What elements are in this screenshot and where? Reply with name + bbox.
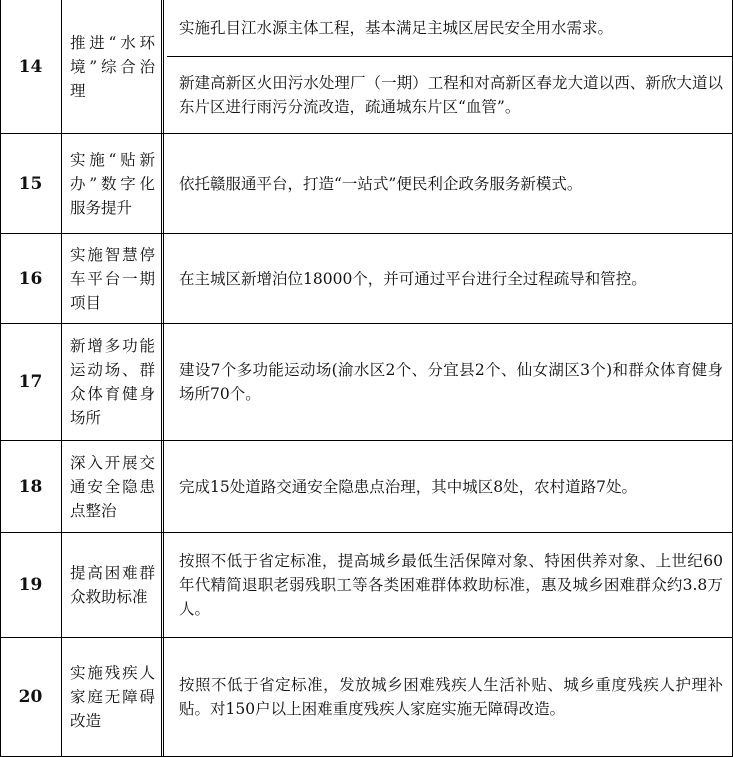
row-item-text: 实施残疾人家庭无障碍改造 xyxy=(70,664,155,730)
table-row-15 xyxy=(0,134,733,234)
row-content xyxy=(167,134,733,233)
row-number: 18 xyxy=(0,441,62,532)
row-content xyxy=(167,324,733,440)
row-content xyxy=(167,441,733,532)
row-item-text: 推进“水环境”综合治理 xyxy=(70,33,155,100)
row-number: 15 xyxy=(0,134,62,233)
row-item-text: 深入开展交通安全隐患点整治 xyxy=(70,453,155,520)
table-row-16 xyxy=(0,234,733,324)
row-content-text: 按照不低于省定标准，发放城乡困难残疾人生活补贴、城乡重度残疾人护理补贴。对150户以上困难重度残疾人家庭实施无障碍改造。 xyxy=(179,676,723,718)
row-content-text: 在主城区新增泊位18000个，并可通过平台进行全过程疏导和管控。 xyxy=(179,269,647,288)
row-item-text: 实施智慧停车平台一期项目 xyxy=(70,245,155,312)
row-item xyxy=(62,638,164,756)
row-item xyxy=(62,324,164,440)
row-content xyxy=(167,638,733,756)
row-content xyxy=(167,234,733,323)
row-content-part xyxy=(167,57,733,133)
row-number: 19 xyxy=(0,533,62,637)
row-content-text: 新建高新区火田污水处理厂（一期）工程和对高新区春龙大道以西、新欣大道以东片区进行雨污分流改造，疏通城东片区“血管”。 xyxy=(179,74,723,116)
table-row-17 xyxy=(0,324,733,441)
table-row-20 xyxy=(0,638,733,757)
row-content-text: 依托赣服通平台，打造“一站式”便民利企政务服务新模式。 xyxy=(179,174,583,193)
row-content-text: 完成15处道路交通安全隐患点治理，其中城区8处，农村道路7处。 xyxy=(179,477,637,496)
table-row-14 xyxy=(0,0,733,134)
row-item xyxy=(62,0,164,133)
row-item-text: 新增多功能运动场、群众体育健身场所 xyxy=(70,337,155,427)
row-content-part xyxy=(167,0,733,57)
row-content-text: 实施孔目江水源主体工程，基本满足主城区居民安全用水需求。 xyxy=(179,19,614,37)
row-content-text: 建设7个多功能运动场(渝水区2个、分宜县2个、仙女湖区3个)和群众体育健身场所70个。 xyxy=(179,361,723,403)
row-item xyxy=(62,441,164,532)
row-item xyxy=(62,134,164,233)
row-item-text: 提高困难群众救助标准 xyxy=(70,564,155,606)
row-number: 16 xyxy=(0,234,62,323)
row-content-text: 按照不低于省定标准，提高城乡最低生活保障对象、特困供养对象、上世纪60年代精简退职老弱残职工等各类困难群体救助标准，惠及城乡困难群众约3.8万人。 xyxy=(179,552,723,618)
table-row-19 xyxy=(0,533,733,638)
row-number: 14 xyxy=(0,0,62,133)
row-item xyxy=(62,533,164,637)
row-content xyxy=(167,0,733,133)
row-item-text: 实施“贴新办”数字化服务提升 xyxy=(70,150,155,217)
table-row-18 xyxy=(0,441,733,533)
row-number: 17 xyxy=(0,324,62,440)
row-item xyxy=(62,234,164,323)
row-number: 20 xyxy=(0,638,62,756)
row-content xyxy=(167,533,733,637)
